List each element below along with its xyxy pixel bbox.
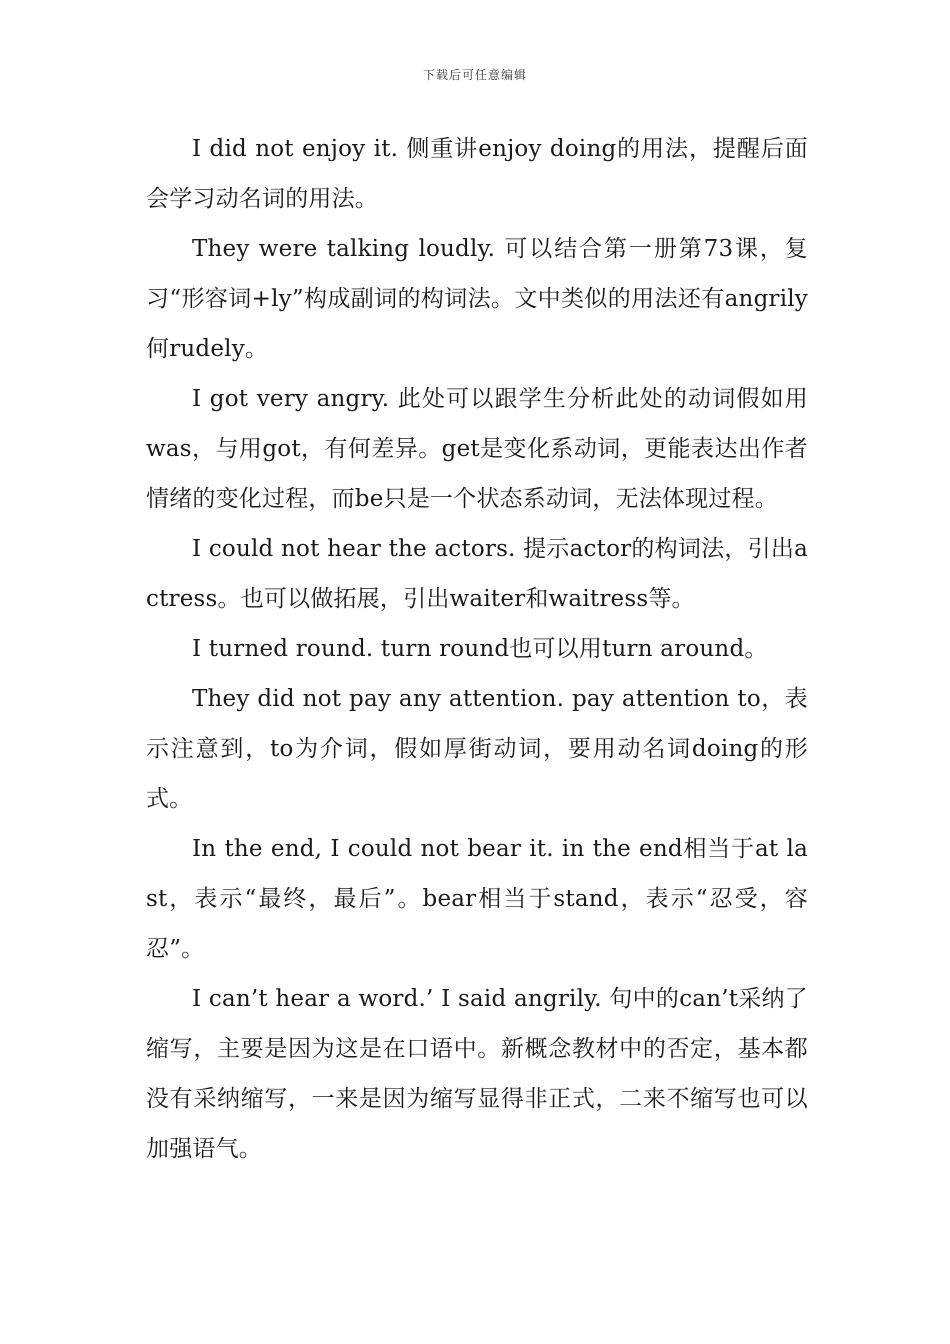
paragraph-actors: I could not hear the actors. 提示actor的构词法，引出actress。也可以做拓展，引出waiter和waitress等。 [146,536,808,612]
paragraph-loudly: They were talking loudly. 可以结合第一册第73课，复习“形容词+ly”构成副词的构词法。文中类似的用法还有angrily何rudely。 [146,236,808,362]
paragraph-angry: I got very angry. 此处可以跟学生分析此处的动词假如用was，与用got，有何差异。get是变化系动词，更能表达出作者情绪的变化过程，而be只是一个状态系动词，无法体现过程。 [146,386,808,512]
paragraph-enjoy: I did not enjoy it. 侧重讲enjoy doing的用法，提醒后面会学习动名词的用法。 [146,136,808,212]
page-header: 下载后可任意编辑 [422,68,527,82]
paragraph-cant: I can’t hear a word.’ I said angrily. 句中的can’t采纳了缩写，主要是因为这是在口语中。新概念教材中的否定，基本都没有采纳缩写，一来是因为缩写显得非正式，二来不缩写也可以加强语气。 [146,986,808,1162]
document-body [146,124,808,1174]
paragraph-in-the-end: In the end, I could not bear it. in the end相当于at last，表示“最终，最后”。bear相当于stand，表示“忍受，容忍”。 [146,836,808,962]
paragraph-turned-round: I turned round. turn round也可以用turn around。 [192,636,768,662]
paragraph-attention: They did not pay any attention. pay attention to，表示注意到，to为介词，假如厚街动词，要用动名词doing的形式。 [146,686,808,812]
